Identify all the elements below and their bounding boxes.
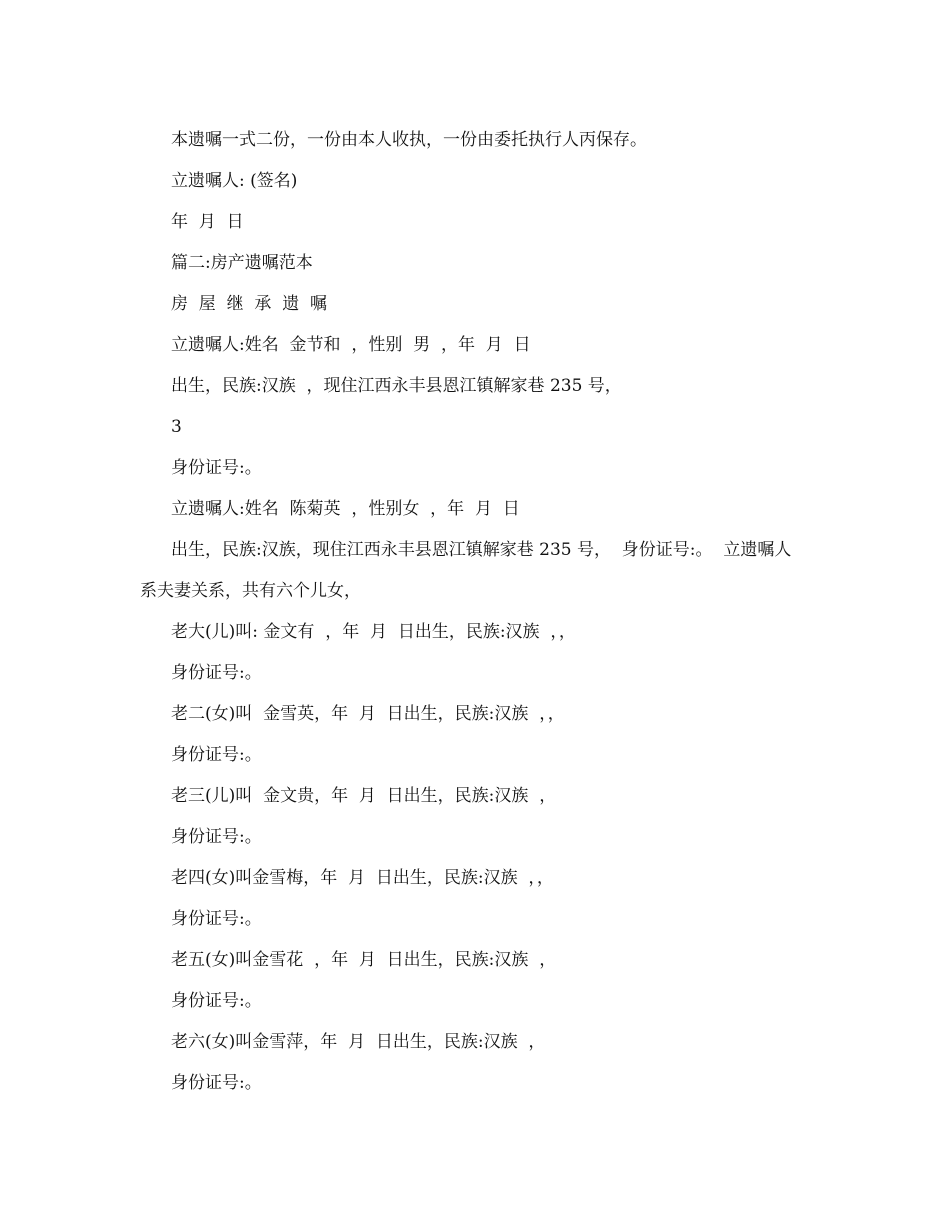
id-line: 身份证号:。 bbox=[171, 663, 262, 683]
text-line: 年 月 日 bbox=[171, 212, 244, 232]
text-line: 身份证号:。 bbox=[171, 458, 262, 478]
id-line: 身份证号:。 bbox=[171, 909, 262, 929]
text-line: 出生，民族:汉族 ，现住江西永丰县恩江镇解家巷 235 号， bbox=[171, 376, 622, 396]
id-line: 身份证号:。 bbox=[171, 745, 262, 765]
document-title: 房 屋 继 承 遗 嘱 bbox=[171, 294, 328, 314]
text-paragraph: 出生，民族:汉族，现住江西永丰县恩江镇解家巷 235 号， 身份证号:。 立遗嘱人系夫妻关系，共有六个儿女， bbox=[140, 540, 792, 601]
text-line: 本遗嘱一式二份，一份由本人收执，一份由委托执行人丙保存。 bbox=[171, 130, 647, 150]
text-line: 立遗嘱人: (签名) bbox=[171, 171, 298, 191]
child-entry: 老三(儿)叫 金文贵，年 月 日出生，民族:汉族 ， bbox=[171, 786, 557, 806]
child-entry: 老五(女)叫金雪花 ，年 月 日出生，民族:汉族 ， bbox=[171, 950, 557, 970]
document-body bbox=[140, 120, 830, 1104]
id-line: 身份证号:。 bbox=[171, 1073, 262, 1093]
child-entry: 老二(女)叫 金雪英，年 月 日出生，民族:汉族 ，， bbox=[171, 704, 565, 724]
text-line: 立遗嘱人:姓名 陈菊英 ，性别女 ，年 月 日 bbox=[171, 499, 520, 519]
section-heading: 篇二:房产遗嘱范本 bbox=[171, 253, 313, 273]
page-number: 3 bbox=[171, 417, 182, 437]
child-entry: 老四(女)叫金雪梅，年 月 日出生，民族:汉族 ，， bbox=[171, 868, 554, 888]
id-line: 身份证号:。 bbox=[171, 827, 262, 847]
id-line: 身份证号:。 bbox=[171, 991, 262, 1011]
child-entry: 老大(儿)叫: 金文有 ，年 月 日出生，民族:汉族 ，， bbox=[171, 622, 576, 642]
child-entry: 老六(女)叫金雪萍，年 月 日出生，民族:汉族 ， bbox=[171, 1032, 546, 1052]
text-line: 立遗嘱人:姓名 金节和 ，性别 男 ，年 月 日 bbox=[171, 335, 531, 355]
